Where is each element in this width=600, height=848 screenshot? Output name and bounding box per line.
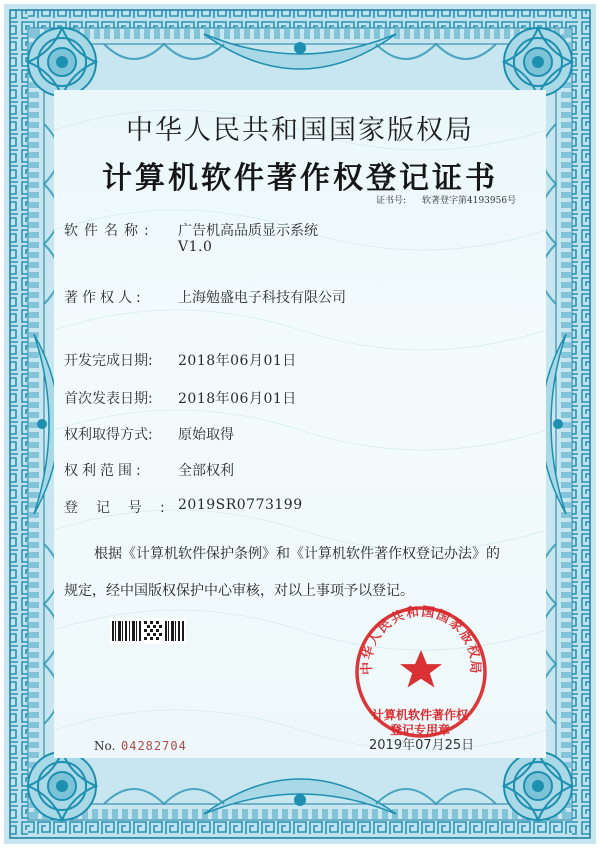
seal-line-1: 计算机软件著作权 bbox=[371, 708, 468, 722]
scope-label: 权利范围: bbox=[64, 463, 145, 479]
barcode-image bbox=[110, 618, 186, 644]
serial-number-label: No. bbox=[94, 739, 116, 753]
software-name-label: 软件名称: bbox=[64, 223, 155, 239]
certificate-number-label: 证书号: bbox=[376, 196, 407, 206]
software-name-value: 广告机高品质显示系统 bbox=[178, 223, 318, 239]
seal-star-icon bbox=[400, 650, 442, 688]
seal-arc-text: 中华人民共和国国家版权局 bbox=[359, 604, 483, 676]
certificate-title: 计算机软件著作权登记证书 bbox=[102, 161, 498, 196]
scope-value: 全部权利 bbox=[178, 463, 234, 479]
acquisition-method-value: 原始取得 bbox=[178, 427, 234, 443]
publication-date-value: 2018年06月01日 bbox=[178, 391, 297, 407]
copyright-owner-value: 上海勉盛电子科技有限公司 bbox=[178, 290, 346, 306]
registration-number-value: 2019SR0773199 bbox=[178, 497, 303, 513]
issue-date: 2019年07月25日 bbox=[369, 738, 475, 753]
publication-date-label: 首次发表日期: bbox=[64, 391, 153, 407]
software-version-value: V1.0 bbox=[178, 239, 213, 255]
issuer-title: 中华人民共和国国家版权局 bbox=[126, 115, 474, 146]
copyright-owner-label: 著作权人: bbox=[64, 290, 145, 306]
development-date-value: 2018年06月01日 bbox=[178, 353, 297, 369]
registration-number-label: 登记号: bbox=[64, 500, 183, 516]
statement-line-2: 规定，经中国版权保护中心审核，对以上事项予以登记。 bbox=[64, 583, 414, 599]
serial-number-value: 04282704 bbox=[121, 739, 187, 753]
statement-line-1: 根据《计算机软件保护条例》和《计算机软件著作权登记办法》的 bbox=[94, 546, 500, 562]
seal-line-2: 登记专用章 bbox=[389, 723, 450, 737]
certificate-number-value: 软著登字第4193956号 bbox=[422, 196, 517, 206]
acquisition-method-label: 权利取得方式: bbox=[64, 427, 153, 443]
development-date-label: 开发完成日期: bbox=[64, 353, 153, 369]
